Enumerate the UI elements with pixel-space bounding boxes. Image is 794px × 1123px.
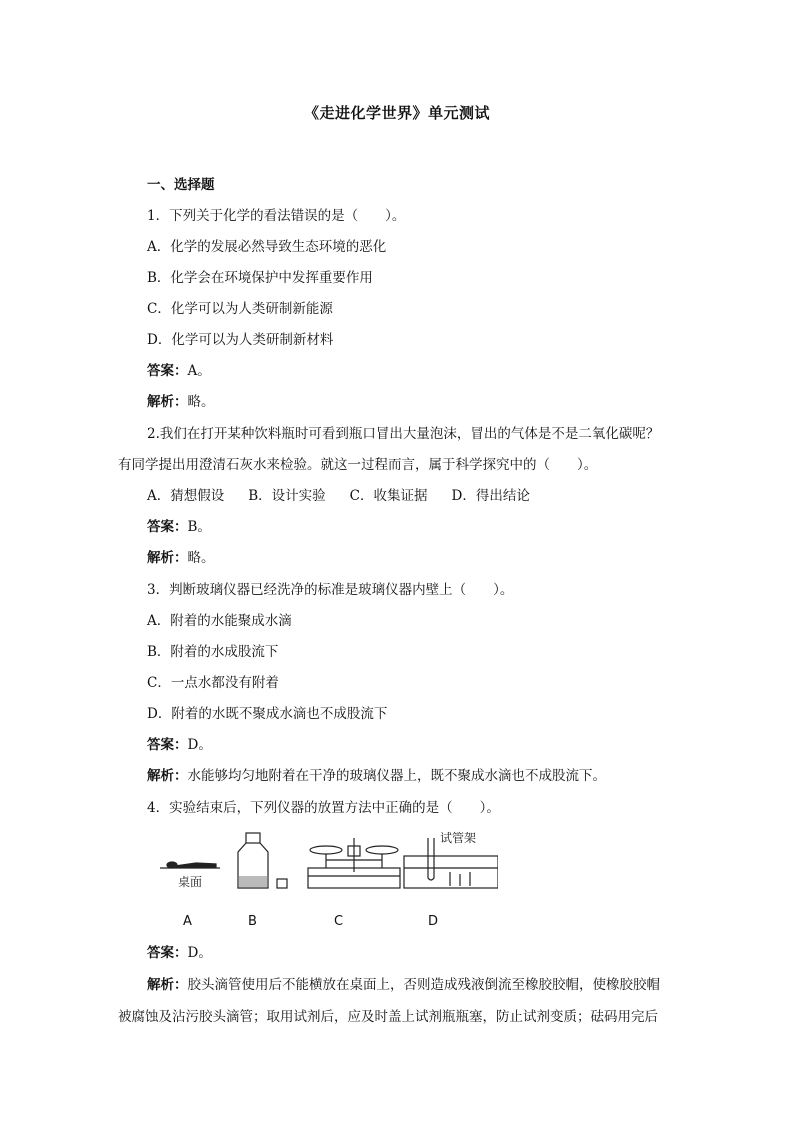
question-3-stem: 3．判断玻璃仪器已经洗净的标准是玻璃仪器内壁上（ ）。 [147,582,514,598]
analysis-text: 胶头滴管使用后不能横放在桌面上，否则造成残液倒流至橡胶胶帽，使橡胶胶帽 [187,977,660,993]
answer-label: 答案： [147,519,188,535]
question-3-analysis [147,767,606,785]
question-1-answer [147,362,211,380]
question-2-options [147,487,554,505]
question-2-stem-line2: 有同学提出用澄清石灰水来检验。就这一过程而言，属于科学探究中的（ ）。 [118,457,598,473]
question-2-option-a: A．猜想假设 [147,488,225,504]
question-2-option-c: C．收集证据 [349,488,428,504]
question-1-option-a: A．化学的发展必然导致生态环境的恶化 [147,239,387,255]
page-title: 《走进化学世界》单元测试 [303,104,490,122]
question-2-answer [147,518,211,536]
answer-label: 答案： [147,737,188,753]
question-1-option-c: C．化学可以为人类研制新能源 [147,301,333,317]
question-2-option-b: B．设计实验 [248,488,326,504]
question-3-option-a: A．附着的水能聚成水滴 [147,613,292,629]
analysis-label: 解析： [147,768,188,784]
answer-value: D。 [187,945,212,961]
answer-label: 答案： [147,363,188,379]
question-3-option-c: C．一点水都没有附着 [147,675,279,691]
analysis-label: 解析： [147,977,188,993]
question-1-stem: 1．下列关于化学的看法错误的是（ ）。 [147,208,406,224]
lab-equipment-figure [158,830,498,900]
question-3-option-d: D．附着的水既不聚成水滴也不成股流下 [147,706,388,722]
question-2-option-d: D．得出结论 [451,488,530,504]
question-2-stem-line1: 2.我们在打开某种饮料瓶时可看到瓶口冒出大量泡沫，冒出的气体是不是二氧化碳呢？ [147,426,660,442]
question-4-stem: 4．实验结束后，下列仪器的放置方法中正确的是（ ）。 [147,800,500,816]
question-2-analysis [147,549,215,567]
figure-label-a: A [183,914,192,929]
rack-label: 试管架 [440,831,477,845]
question-1-analysis [147,393,215,411]
analysis-text: 略。 [187,394,215,410]
question-4-analysis-line2: 被腐蚀及沾污胶头滴管；取用试剂后，应及时盖上试剂瓶瓶塞，防止试剂变质；砝码用完后 [118,1009,658,1025]
answer-value: D。 [187,737,212,753]
desk-label: 桌面 [178,875,203,889]
section-heading: 一、选择题 [147,177,215,193]
answer-value: A。 [187,363,211,379]
question-4-analysis-line1 [147,976,660,994]
question-1-option-d: D．化学可以为人类研制新材料 [147,332,334,348]
question-4-answer [147,944,212,962]
test-tube-rack-illustration [404,830,498,888]
balance-illustration [308,838,400,888]
question-3-answer [147,736,212,754]
analysis-label: 解析： [147,550,188,566]
figure-label-b: B [248,914,257,929]
analysis-text: 水能够均匀地附着在干净的玻璃仪器上，既不聚成水滴也不成股流下。 [187,768,606,784]
reagent-bottle-illustration [238,833,287,888]
dropper-on-desk-illustration [160,862,220,889]
figure-label-c: C [334,914,344,929]
analysis-text: 略。 [187,550,215,566]
answer-value: B。 [187,519,211,535]
figure-label-d: D [428,914,439,929]
question-3-option-b: B．附着的水成股流下 [147,644,279,660]
analysis-label: 解析： [147,394,188,410]
answer-label: 答案： [147,945,188,961]
question-1-option-b: B．化学会在环境保护中发挥重要作用 [147,270,373,286]
